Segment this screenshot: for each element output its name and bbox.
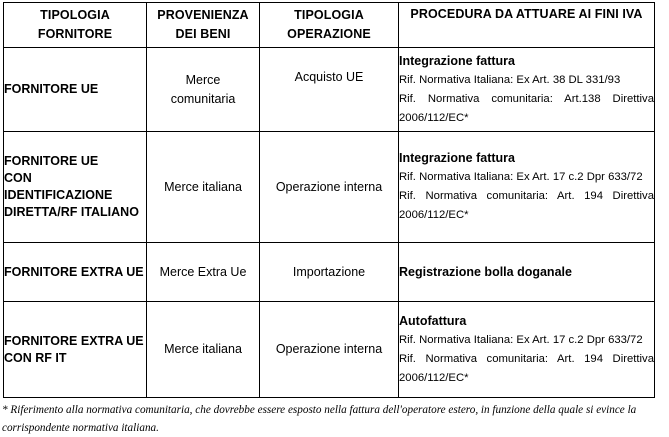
header-line: PROCEDURA DA ATTUARE AI FINI IVA	[410, 7, 643, 21]
procedura-ref: Rif. Normativa comunitaria: Art.138 Direttiva 2006/112/EC*	[399, 92, 654, 124]
cell-operazione: Acquisto UE	[260, 48, 399, 132]
header-line: FORNITORE	[37, 27, 113, 41]
header-tipologia-operazione	[260, 3, 399, 48]
fornitore-line: FORNITORE EXTRA UE	[4, 264, 144, 279]
provenienza-line: Merce Extra Ue	[159, 264, 247, 279]
procedura-ref: Rif. Normativa comunitaria: Art. 194 Direttiva 2006/112/EC*	[399, 190, 654, 221]
procedura-ref: Rif. Normativa comunitaria: Art. 194 Direttiva 2006/112/EC*	[399, 352, 654, 384]
cell-provenienza	[147, 132, 260, 243]
document	[2, 2, 666, 437]
procedura-ref: Rif. Normativa Italiana: Ex Art. 38 DL 331/93	[399, 73, 621, 86]
table-row	[4, 243, 655, 302]
cell-operazione: Operazione interna	[260, 132, 399, 243]
fornitore-line: FORNITORE UE	[4, 154, 99, 168]
cell-provenienza	[147, 243, 260, 302]
table-header	[4, 3, 655, 48]
cell-operazione: Operazione interna	[260, 302, 399, 398]
procedura-ref: Rif. Normativa Italiana: Ex Art. 17 c.2 Dpr 633/72	[399, 171, 643, 183]
cell-provenienza	[147, 48, 260, 132]
cell-procedura	[399, 243, 655, 302]
cell-fornitore	[4, 132, 147, 243]
footnote: * Riferimento alla normativa comunitaria, che dovrebbe essere esposto nella fattura dell'operatore estero, in funzione della quale si evince la corrispondente normativa italiana.	[2, 404, 637, 434]
table-header-row	[4, 3, 655, 48]
cell-fornitore	[4, 302, 147, 398]
fornitore-line: IDENTIFICAZIONE	[4, 188, 113, 202]
cell-fornitore	[4, 243, 147, 302]
procedura-title: Registrazione bolla doganale	[399, 264, 572, 279]
header-line: PROVENIENZA	[157, 8, 249, 22]
iva-procedure-table	[3, 2, 655, 398]
cell-procedura	[399, 132, 655, 243]
provenienza-line: Merce	[185, 72, 221, 87]
header-line: DEI BENI	[175, 27, 231, 41]
fornitore-line: FORNITORE EXTRA UE	[4, 333, 144, 348]
fornitore-line: DIRETTA/RF ITALIANO	[4, 205, 139, 219]
header-line: TIPOLOGIA	[40, 8, 110, 22]
fornitore-line: FORNITORE UE	[4, 82, 99, 96]
procedura-title: Integrazione fattura	[399, 151, 515, 165]
fornitore-line: CON	[4, 171, 32, 185]
header-procedura-iva	[399, 3, 655, 48]
cell-procedura	[399, 48, 655, 132]
header-tipologia-fornitore	[4, 3, 147, 48]
provenienza-line: Merce italiana	[164, 342, 242, 356]
header-line: TIPOLOGIA	[294, 8, 364, 22]
table-body	[4, 48, 655, 398]
cell-operazione: Importazione	[260, 243, 399, 302]
provenienza-line: comunitaria	[170, 91, 236, 106]
header-provenienza-beni	[147, 3, 260, 48]
cell-fornitore	[4, 48, 147, 132]
fornitore-line: CON RF IT	[4, 350, 67, 365]
table-row	[4, 48, 655, 132]
cell-procedura	[399, 302, 655, 398]
header-line: OPERAZIONE	[287, 27, 371, 41]
table-row	[4, 302, 655, 398]
table-row	[4, 132, 655, 243]
procedura-title: Integrazione fattura	[399, 53, 515, 68]
provenienza-line: Merce italiana	[164, 179, 242, 194]
cell-provenienza	[147, 302, 260, 398]
procedura-title: Autofattura	[399, 313, 467, 328]
procedura-ref: Rif. Normativa Italiana: Ex Art. 17 c.2 Dpr 633/72	[399, 333, 643, 346]
